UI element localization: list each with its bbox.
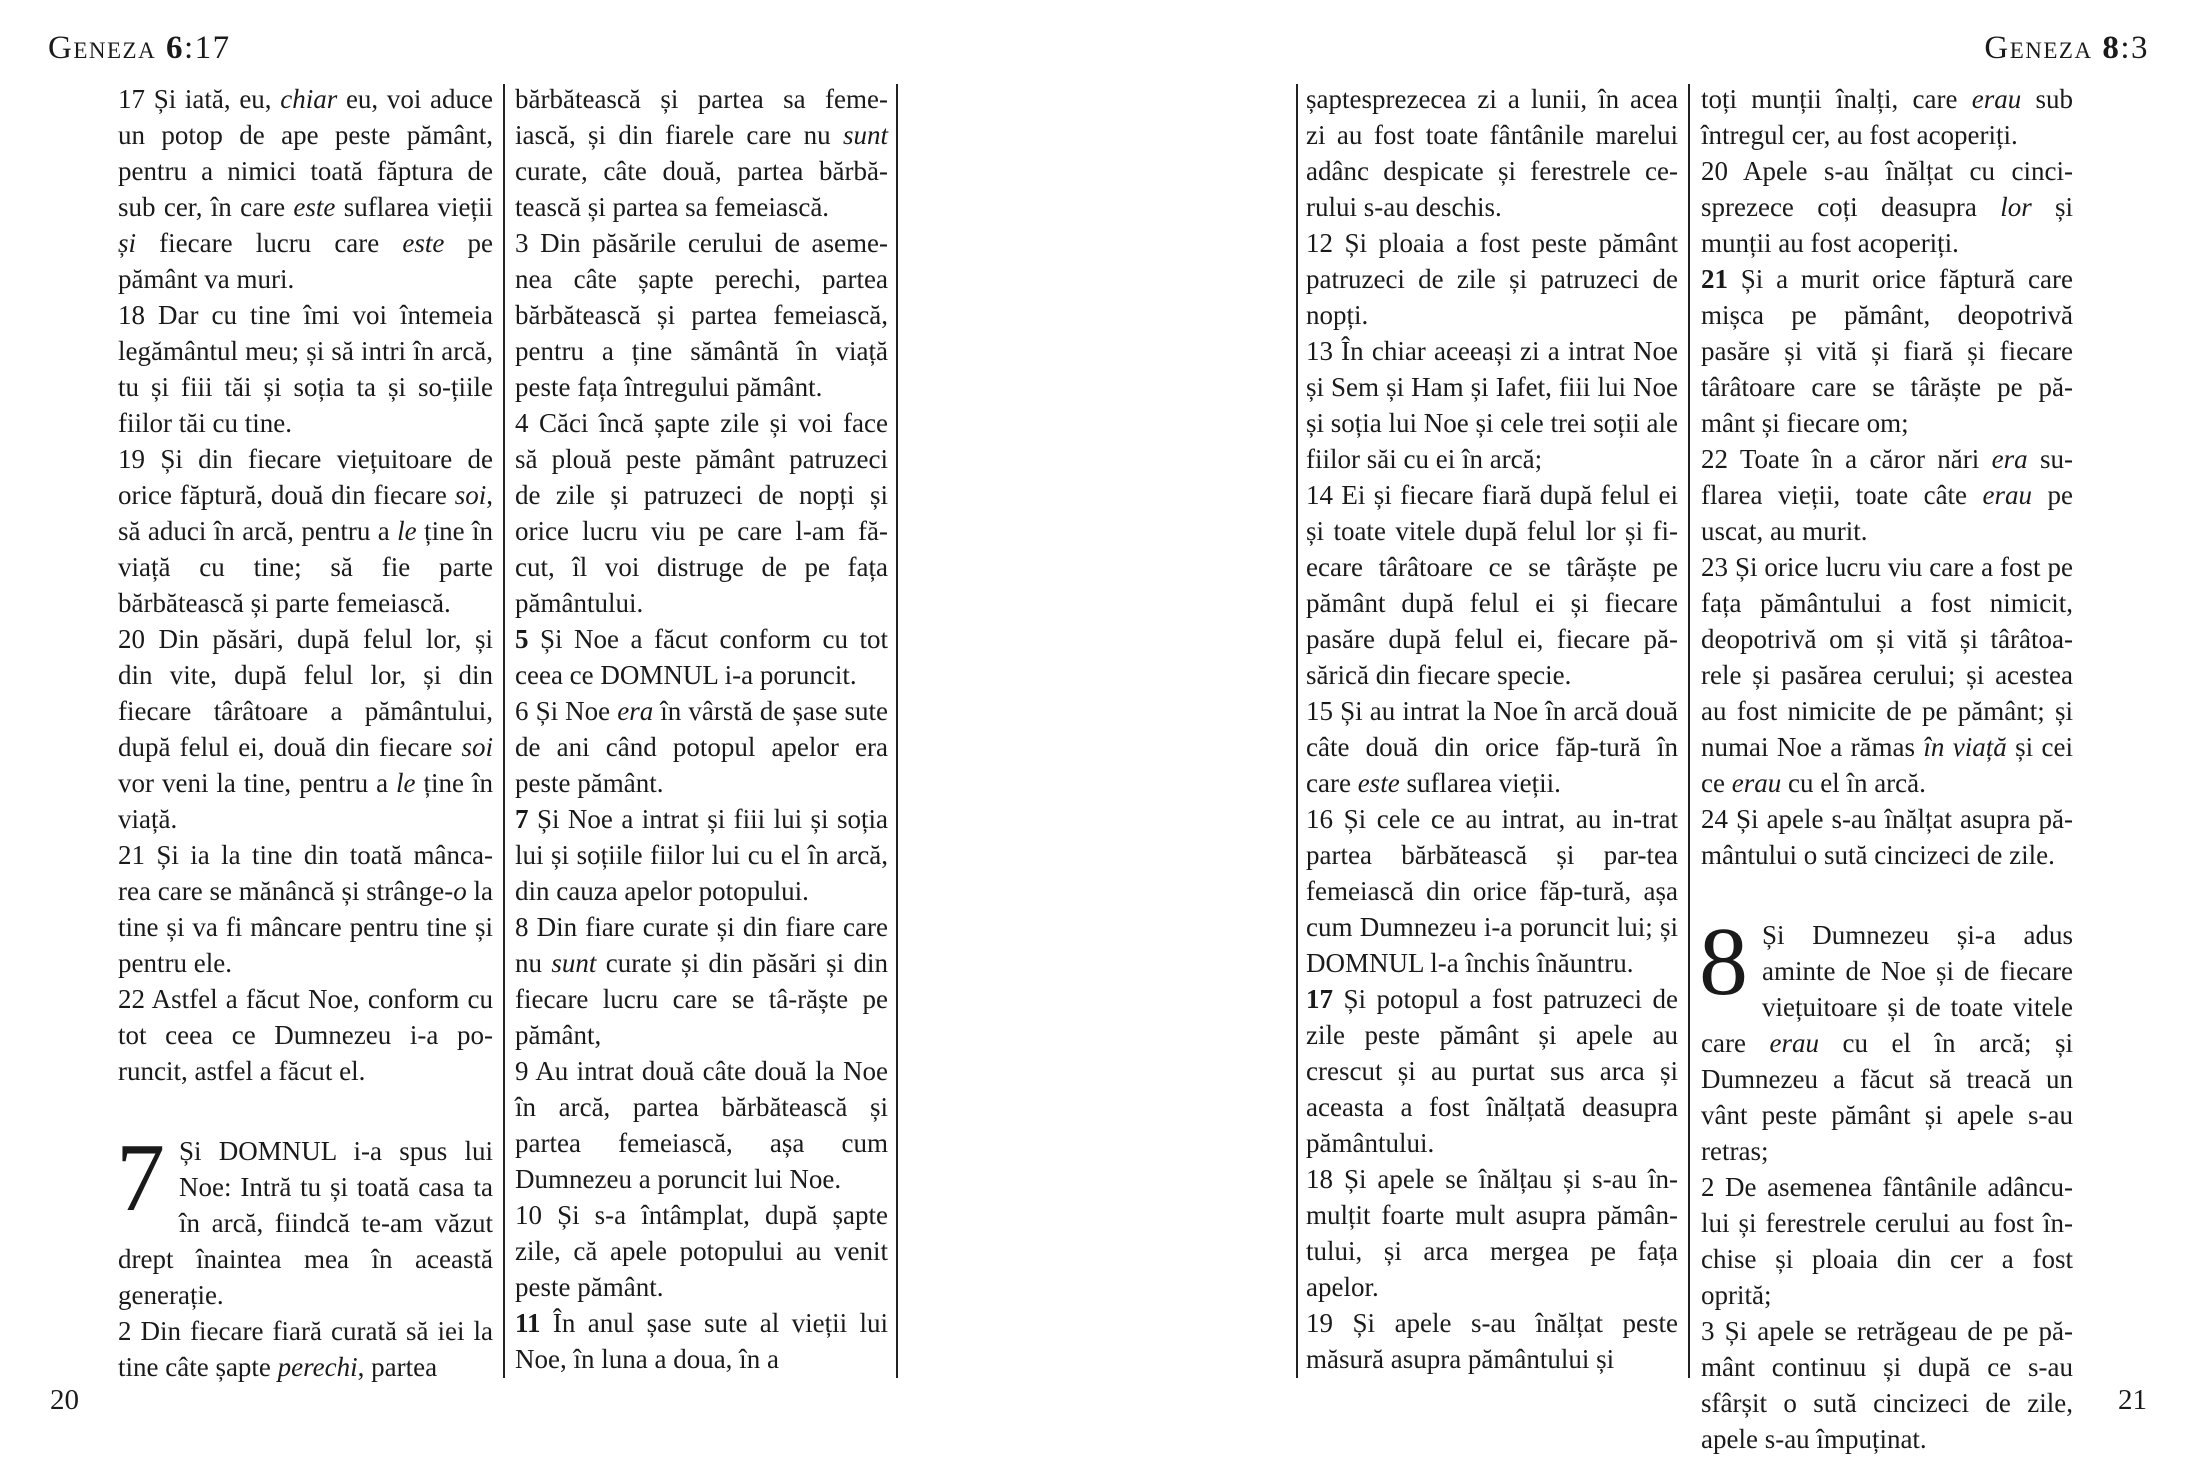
- verse-text: Și ia la tine din toată mânca-rea care se mănâncă și strânge-o la tine și va fi mâncare pentru tine și pentru ele.: [118, 840, 493, 978]
- verse-number: 14: [1306, 480, 1333, 510]
- verse-text: Și au intrat la Noe în arcă două câte două din orice făp-tură în care este suflarea vieții.: [1306, 696, 1678, 798]
- verse: [1306, 1161, 1678, 1305]
- verse-text: Dar cu tine îmi voi întemeia legământul meu; și să intri în arcă, tu și fiii tăi și soția ta și so-țiile fiilor tăi cu tine.: [118, 300, 493, 438]
- verse: [118, 441, 493, 621]
- verse: [118, 81, 493, 297]
- verse-number: 18: [1306, 1164, 1333, 1194]
- verse: [1306, 333, 1678, 477]
- verse: [1701, 441, 2073, 549]
- verse-text: Și DOMNUL i-a spus lui Noe: Intră tu și toată casa ta în arcă, fiindcă te-am văzut drept înaintea mea în această generație.: [118, 1136, 493, 1310]
- verse-text: Căci încă șapte zile și voi face să plouă peste pământ patruzeci de zile și patruzeci de nopți și orice lucru viu pe care l-am fă-cut, îl voi distruge de pe fața pământului.: [515, 408, 888, 618]
- verse-text: De asemenea fântânile adâncu-lui și ferestrele cerului au fost în-chise și ploaia din cer a fost oprită;: [1701, 1172, 2073, 1310]
- verse-number: 13: [1306, 336, 1333, 366]
- chapter-number: 8: [1699, 908, 1748, 1016]
- verse-number: 17: [118, 84, 145, 114]
- verse: [1306, 81, 1678, 225]
- column-divider: [1296, 84, 1298, 1378]
- verse: [1306, 981, 1678, 1161]
- verse-number: 5: [515, 624, 529, 654]
- verse: [1701, 801, 2073, 873]
- verse-text: Și potopul a fost patruzeci de zile peste pământ și apele au crescut și au purtat sus arca și aceasta a fost înălțată deasupra pământului.: [1306, 984, 1678, 1158]
- verse-number: 20: [1701, 156, 1728, 186]
- verse-number: 19: [1306, 1308, 1333, 1338]
- verse: [1701, 1169, 2073, 1313]
- verse: [118, 1313, 493, 1385]
- running-head-verse: 3: [2131, 30, 2149, 66]
- verse-number: 20: [118, 624, 145, 654]
- verse-number: 21: [1701, 264, 1728, 294]
- verse-number: 21: [118, 840, 145, 870]
- verse-text: Și iată, eu, chiar eu, voi aduce un potop de ape peste pământ, pentru a nimici toată făptura de sub cer, în care este suflarea vieții și fiecare lucru care este pe pământ va muri.: [118, 84, 494, 294]
- verse-text: Și Dumnezeu și-a adus aminte de Noe și de fiecare viețuitoare și de toate vitele care erau cu el în arcă; și Dumnezeu a făcut să treacă un vânt peste pământ și apele s-au retras;: [1701, 920, 2073, 1166]
- verse: [515, 225, 888, 405]
- column-divider: [1688, 84, 1690, 1378]
- verse-text: Din fiecare fiară curată să iei la tine câte șapte perechi, partea: [118, 1316, 493, 1382]
- running-head-chapter: 6: [165, 30, 184, 66]
- verse-number: 19: [118, 444, 145, 474]
- verse-text: Și orice lucru viu care a fost pe fața pământului a fost nimicit, deopotrivă om și vită și târâtoa-rele și pasărea cerului; și acestea au fost nimicite de pe pământ; și numai Noe a rămas în viață și cei ce erau cu el în arcă.: [1701, 552, 2073, 798]
- verse-number: 22: [1701, 444, 1728, 474]
- running-head-verse: 17: [194, 30, 231, 66]
- verse: [1306, 225, 1678, 333]
- verse: [118, 981, 493, 1089]
- running-head-book: Geneza: [1984, 30, 2093, 66]
- text-column-2: [515, 81, 888, 1381]
- verse-number: 11: [515, 1308, 541, 1338]
- running-head-book: Geneza: [48, 30, 157, 66]
- verse: [118, 621, 493, 837]
- verse-number: 4: [515, 408, 529, 438]
- verse-number: 18: [118, 300, 145, 330]
- verse-text: Și apele se înălțau și s-au în-mulțit foarte mult asupra pămân-tului, și arca mergea pe fața apelor.: [1306, 1164, 1679, 1302]
- verse-text: Și s-a întâmplat, după șapte zile, că apele potopului au venit peste pământ.: [515, 1200, 888, 1302]
- running-head-chapter: 8: [2102, 30, 2121, 66]
- verse: [515, 801, 888, 909]
- verse-number: 15: [1306, 696, 1333, 726]
- running-head-right: Geneza 8:3: [1984, 30, 2149, 66]
- verse-text: Apele s-au înălțat cu cinci-sprezece coți deasupra lor și munții au fost acoperiți.: [1701, 156, 2074, 258]
- column-divider: [503, 84, 505, 1378]
- verse-text: În anul șase sute al vieții lui Noe, în luna a doua, în a: [515, 1308, 889, 1374]
- verse: [515, 405, 888, 621]
- chapter-8: [1699, 908, 2073, 1169]
- verse-number: 24: [1701, 804, 1728, 834]
- verse: [515, 1305, 888, 1377]
- verse: [515, 621, 888, 693]
- verse-number: 8: [515, 912, 529, 942]
- verse-text: În chiar aceeași zi a intrat Noe și Sem și Ham și Iafet, fiii lui Noe și soția lui Noe și cele trei soții ale fiilor săi cu ei în arcă;: [1306, 336, 1679, 474]
- verse: [515, 1053, 888, 1197]
- text-column-1: [118, 81, 493, 1381]
- verse: [515, 1197, 888, 1305]
- verse: [515, 909, 888, 1053]
- verse: [1701, 261, 2073, 441]
- running-head-left: Geneza 6:17: [48, 30, 231, 66]
- verse-text: Și ploaia a fost peste pământ patruzeci de zile și patruzeci de nopți.: [1306, 228, 1679, 330]
- verse-number: 3: [1701, 1316, 1715, 1346]
- verse-text: Din păsările cerului de aseme-nea câte șapte perechi, partea bărbătească și partea femeiască, pentru a ține sământă în viață peste fața întregului pământ.: [515, 228, 889, 402]
- right-page: [1090, 0, 2185, 1454]
- verse-number: 7: [515, 804, 529, 834]
- verse-number: 17: [1306, 984, 1333, 1014]
- verse-text: bărbătească și partea sa feme-iască, și din fiarele care nu sunt curate, câte două, partea bărbă-tească și partea sa femeiască.: [515, 84, 888, 222]
- verse-text: Din fiare curate și din fiare care nu sunt curate și din păsări și din fiecare lucru care se tâ-răște pe pământ,: [515, 912, 889, 1050]
- column-divider: [896, 84, 898, 1378]
- verse: [1306, 693, 1678, 801]
- verse: [515, 81, 888, 225]
- verse-text: Din păsări, după felul lor, și din vite, după felul lor, și din fiecare târâtoare a pământului, după felul ei, două din fiecare soi vor veni la tine, pentru a le ține în viață.: [118, 624, 494, 834]
- verse-number: 22: [118, 984, 145, 1014]
- chapter-number: 7: [116, 1124, 165, 1232]
- verse-text: toți munții înalți, care erau sub întregul cer, au fost acoperiți.: [1701, 84, 2073, 150]
- verse-text: Au intrat două câte două la Noe în arcă, partea bărbătească și partea femeiască, așa cum Dumnezeu a poruncit lui Noe.: [515, 1056, 888, 1194]
- verse-number: 10: [515, 1200, 542, 1230]
- verse: [1701, 549, 2073, 801]
- verse-text: Și a murit orice făptură care mișca pe pământ, deopotrivă pasăre și vită și fiară și fiecare târâtoare care se târăște pe pă-mânt și fiecare om;: [1701, 264, 2074, 438]
- chapter-7: [116, 1124, 493, 1313]
- verse: [1701, 1313, 2073, 1457]
- text-column-4: [1699, 81, 2074, 1454]
- verse: [118, 837, 493, 981]
- verse-number: 2: [118, 1316, 132, 1346]
- verse-text: Și apele s-au înălțat peste măsură asupra pământului și: [1306, 1308, 1679, 1374]
- verse-number: 2: [1701, 1172, 1715, 1202]
- verse-number: 12: [1306, 228, 1333, 258]
- verse-text: Astfel a făcut Noe, conform cu tot ceea ce Dumnezeu i-a po-runcit, astfel a făcut el.: [118, 984, 493, 1086]
- verse-text: Și Noe era în vârstă de șase sute de ani când potopul apelor era peste pământ.: [515, 696, 888, 798]
- verse-text: Și Noe a făcut conform cu tot ceea ce DOMNUL i-a poruncit.: [515, 624, 888, 690]
- verse: [1306, 801, 1678, 981]
- verse-number: 3: [515, 228, 529, 258]
- text-column-3: [1306, 81, 1678, 1381]
- page-number-left: 20: [50, 1384, 79, 1416]
- verse: [515, 693, 888, 801]
- verse-text: Și apele se retrăgeau de pe pă-mânt continuu și după ce s-au sfârșit o sută cincizeci de zile, apele s-au împuținat.: [1701, 1316, 2074, 1454]
- verse-text: Și cele ce au intrat, au in-trat partea bărbătească și par-tea femeiască din orice făp-tură, așa cum Dumnezeu i-a poruncit lui; și DOMNUL l-a închis înăuntru.: [1306, 804, 1679, 978]
- page-number-right: 21: [2118, 1384, 2147, 1416]
- verse-text: Toate în a căror nări era su-flarea vieții, toate câte erau pe uscat, au murit.: [1701, 444, 2073, 546]
- verse-number: 16: [1306, 804, 1333, 834]
- verse: [1701, 81, 2073, 153]
- verse: [1306, 477, 1678, 693]
- verse-number: 9: [515, 1056, 529, 1086]
- verse-text: Ei și fiecare fiară după felul ei și toate vitele după felul lor și fi-ecare târâtoare ce se târăște pe pământ după felul ei și fiecare pasăre după felul ei, fiecare pă-sărică din fiecare specie.: [1306, 480, 1679, 690]
- verse-text: șaptesprezecea zi a lunii, în acea zi au fost toate fântânile marelui adânc despicate și ferestrele ce-rului s-au deschis.: [1306, 84, 1678, 222]
- verse-number: 23: [1701, 552, 1728, 582]
- verse-number: 6: [515, 696, 529, 726]
- verse: [1306, 1305, 1678, 1377]
- verse: [1701, 153, 2073, 261]
- left-page: [0, 0, 1090, 1447]
- verse-text: Și Noe a intrat și fiii lui și soția lui și soțiile fiilor lui cu el în arcă, din cauza apelor potopului.: [515, 804, 888, 906]
- verse-text: Și din fiecare viețuitoare de orice făptură, două din fiecare soi, să aduci în arcă, pentru a le ține în viață cu tine; să fie parte bărbătească și parte femeiască.: [118, 444, 493, 618]
- verse-text: Și apele s-au înălțat asupra pă-mântului o sută cincizeci de zile.: [1701, 804, 2074, 870]
- verse: [118, 297, 493, 441]
